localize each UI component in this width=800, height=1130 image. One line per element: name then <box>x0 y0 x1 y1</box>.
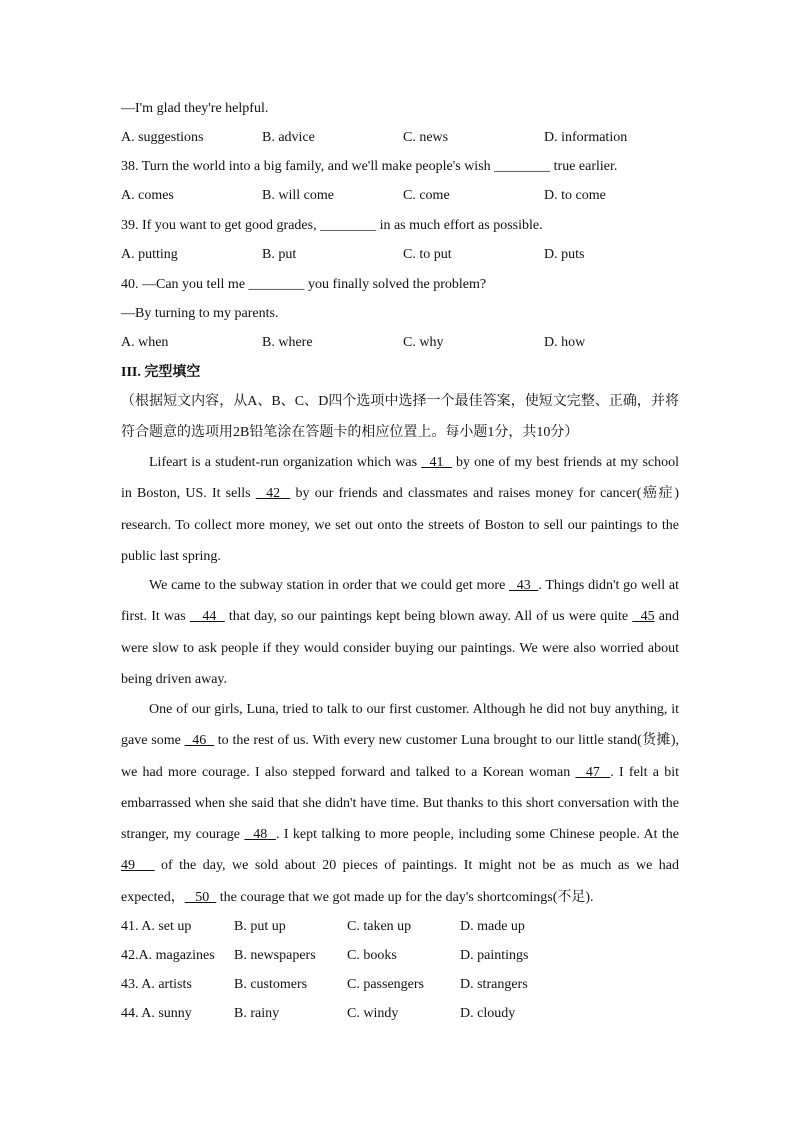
option-b: B. rainy <box>234 1006 280 1021</box>
q39-stem: 39. If you want to get good grades, ________ in as much effort as possible. <box>121 218 543 233</box>
option-d: D. paintings <box>460 948 529 963</box>
passage-paragraph-3 <box>121 694 679 913</box>
passage-text: to the rest of us. With every new customer Luna brought to our little stand(货摊), we had more courage. I also stepped forward and talked to a Korean woman <box>121 733 679 780</box>
option-a: A. when <box>121 335 169 350</box>
q40-stem: 40. —Can you tell me ________ you finally solved the problem? <box>121 277 487 292</box>
option-b: B. put up <box>234 919 286 934</box>
option-b: B. put <box>262 247 297 262</box>
option-d: D. information <box>544 130 628 145</box>
blank-45: 45 <box>632 609 655 625</box>
option-c: C. books <box>347 948 397 963</box>
section-instructions: （根据短文内容，从A、B、C、D四个选项中选择一个最佳答案，使短文完整、正确，并将符合题意的选项用2B铅笔涂在答题卡的相应位置上。每小题1分，共10分） <box>121 394 679 440</box>
blank-43: 43 <box>509 578 539 593</box>
q38-stem: 38. Turn the world into a big family, and we'll make people's wish ________ true earlier. <box>121 159 618 174</box>
option-c: C. taken up <box>347 919 412 934</box>
passage-text: Lifeart is a student-run organization which was <box>149 455 422 470</box>
option-b: B. where <box>262 335 313 350</box>
option-a: A. suggestions <box>121 130 204 145</box>
blank-50: 50 <box>184 889 217 905</box>
option-b: B. advice <box>262 130 315 145</box>
q40-reply: —By turning to my parents. <box>121 306 279 321</box>
option-d: D. strangers <box>460 977 528 992</box>
passage-text: that day, so our paintings kept being blown away. All of us were quite <box>224 609 633 625</box>
passage-text: We came to the subway station in order that we could get more <box>149 578 510 593</box>
option-a: A. comes <box>121 188 174 203</box>
passage-text: . I felt a bit embarrassed when she said that she didn't have time. But thanks to this short conversation with the stranger, my courage <box>121 764 680 843</box>
option-d: D. cloudy <box>460 1006 516 1021</box>
option-c: C. why <box>403 335 444 350</box>
option-c: C. come <box>403 188 450 203</box>
passage-text: . Things didn't go well at first. It was <box>121 578 679 625</box>
passage-text: by our friends and classmates and raises money for cancer(癌症) research. To collect more money, we set out onto the streets of Boston to sell our paintings to the public last spring. <box>121 486 680 564</box>
blank-44: 44 <box>189 609 225 625</box>
option-a: A. putting <box>121 247 178 262</box>
option-d: D. puts <box>544 247 585 262</box>
option-b: B. newspapers <box>234 948 316 963</box>
option-c: C. passengers <box>347 977 424 992</box>
option-b: B. customers <box>234 977 308 992</box>
passage-paragraph-2 <box>121 570 679 695</box>
blank-49: 49 <box>121 858 155 874</box>
blank-41: 41 <box>421 455 452 470</box>
blank-42: 42 <box>255 486 291 502</box>
option-c: C. news <box>403 130 449 145</box>
passage-text: the courage that we got made up for the day's shortcomings(不足). <box>216 889 594 905</box>
blank-48: 48 <box>244 827 276 843</box>
passage-text: of the day, we sold about 20 pieces of paintings. It might not be as much as we had expected， <box>121 858 680 905</box>
q37-reply: —I'm glad they're helpful. <box>121 101 269 116</box>
option-d: D. to come <box>544 188 606 203</box>
passage-text: by one of my best friends at my school in Boston, US. It sells <box>121 455 680 502</box>
passage-paragraph-1 <box>121 447 679 572</box>
option-d: D. how <box>544 335 586 350</box>
blank-47: 47 <box>575 764 611 780</box>
option-a: 43. A. artists <box>121 977 192 992</box>
option-a: 41. A. set up <box>121 919 192 934</box>
option-a: 42.A. magazines <box>121 948 215 963</box>
option-c: C. windy <box>347 1006 399 1021</box>
option-d: D. made up <box>460 919 525 934</box>
option-a: 44. A. sunny <box>121 1006 192 1021</box>
section-heading: III. 完型填空 <box>121 365 201 380</box>
passage-text: One of our girls, Luna, tried to talk to our first customer. Although he did not buy anything, it gave some <box>121 702 679 749</box>
option-b: B. will come <box>262 188 334 203</box>
passage-text: . I kept talking to more people, including some Chinese people. At the <box>275 827 679 843</box>
passage-text: and were slow to ask people if they would consider buying our paintings. We were also worried about being driven away. <box>121 609 680 687</box>
blank-46: 46 <box>184 733 214 749</box>
option-c: C. to put <box>403 247 452 262</box>
